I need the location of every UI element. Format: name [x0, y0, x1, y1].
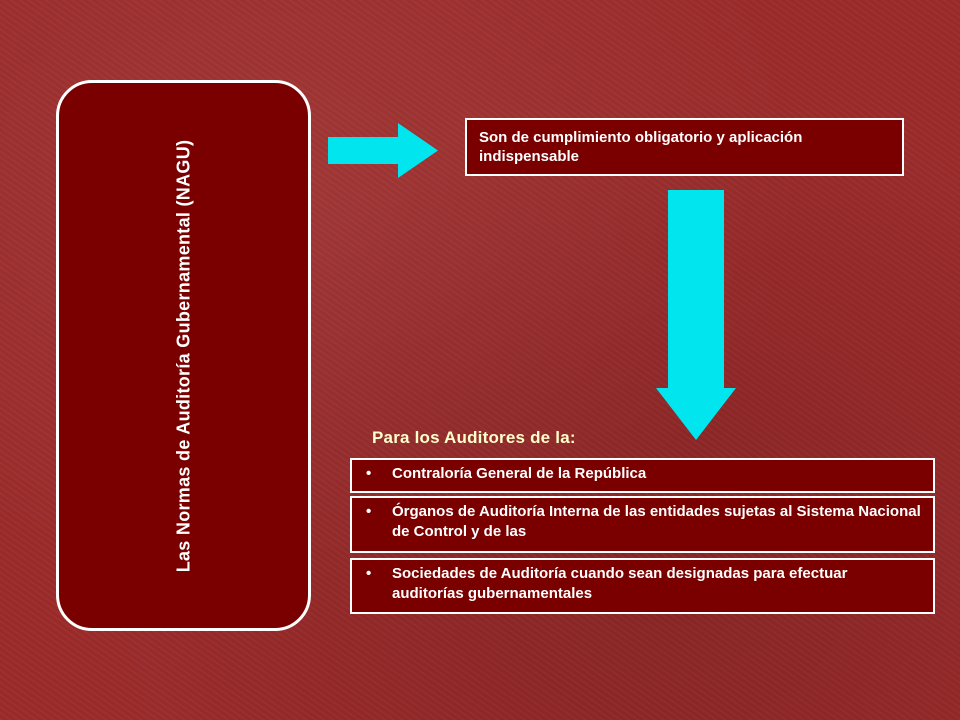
auditors-heading: Para los Auditores de la:	[372, 428, 576, 447]
list-item-text: Sociedades de Auditoría cuando sean designadas para efectuar auditorías gubernamentales	[392, 565, 848, 602]
nagu-title: Las Normas de Auditoría Gubernamental (NAGU)	[173, 139, 193, 572]
list-item-text: Órganos de Auditoría Interna de las entidades sujetas al Sistema Nacional de Control y de las	[392, 503, 921, 540]
obligation-text: Son de cumplimiento obligatorio y aplicación indispensable	[479, 129, 803, 165]
list-item	[350, 458, 935, 493]
right-arrow-icon	[328, 123, 438, 178]
down-arrow-icon	[656, 190, 736, 440]
bullet-icon: •	[366, 465, 372, 482]
list-item-text: Contraloría General de la República	[392, 465, 647, 482]
bullet-icon: •	[366, 565, 372, 582]
nagu-title-box	[56, 80, 311, 631]
list-item	[350, 558, 935, 614]
list-item	[350, 496, 935, 553]
obligation-box	[465, 118, 904, 176]
bullet-icon: •	[366, 503, 372, 520]
